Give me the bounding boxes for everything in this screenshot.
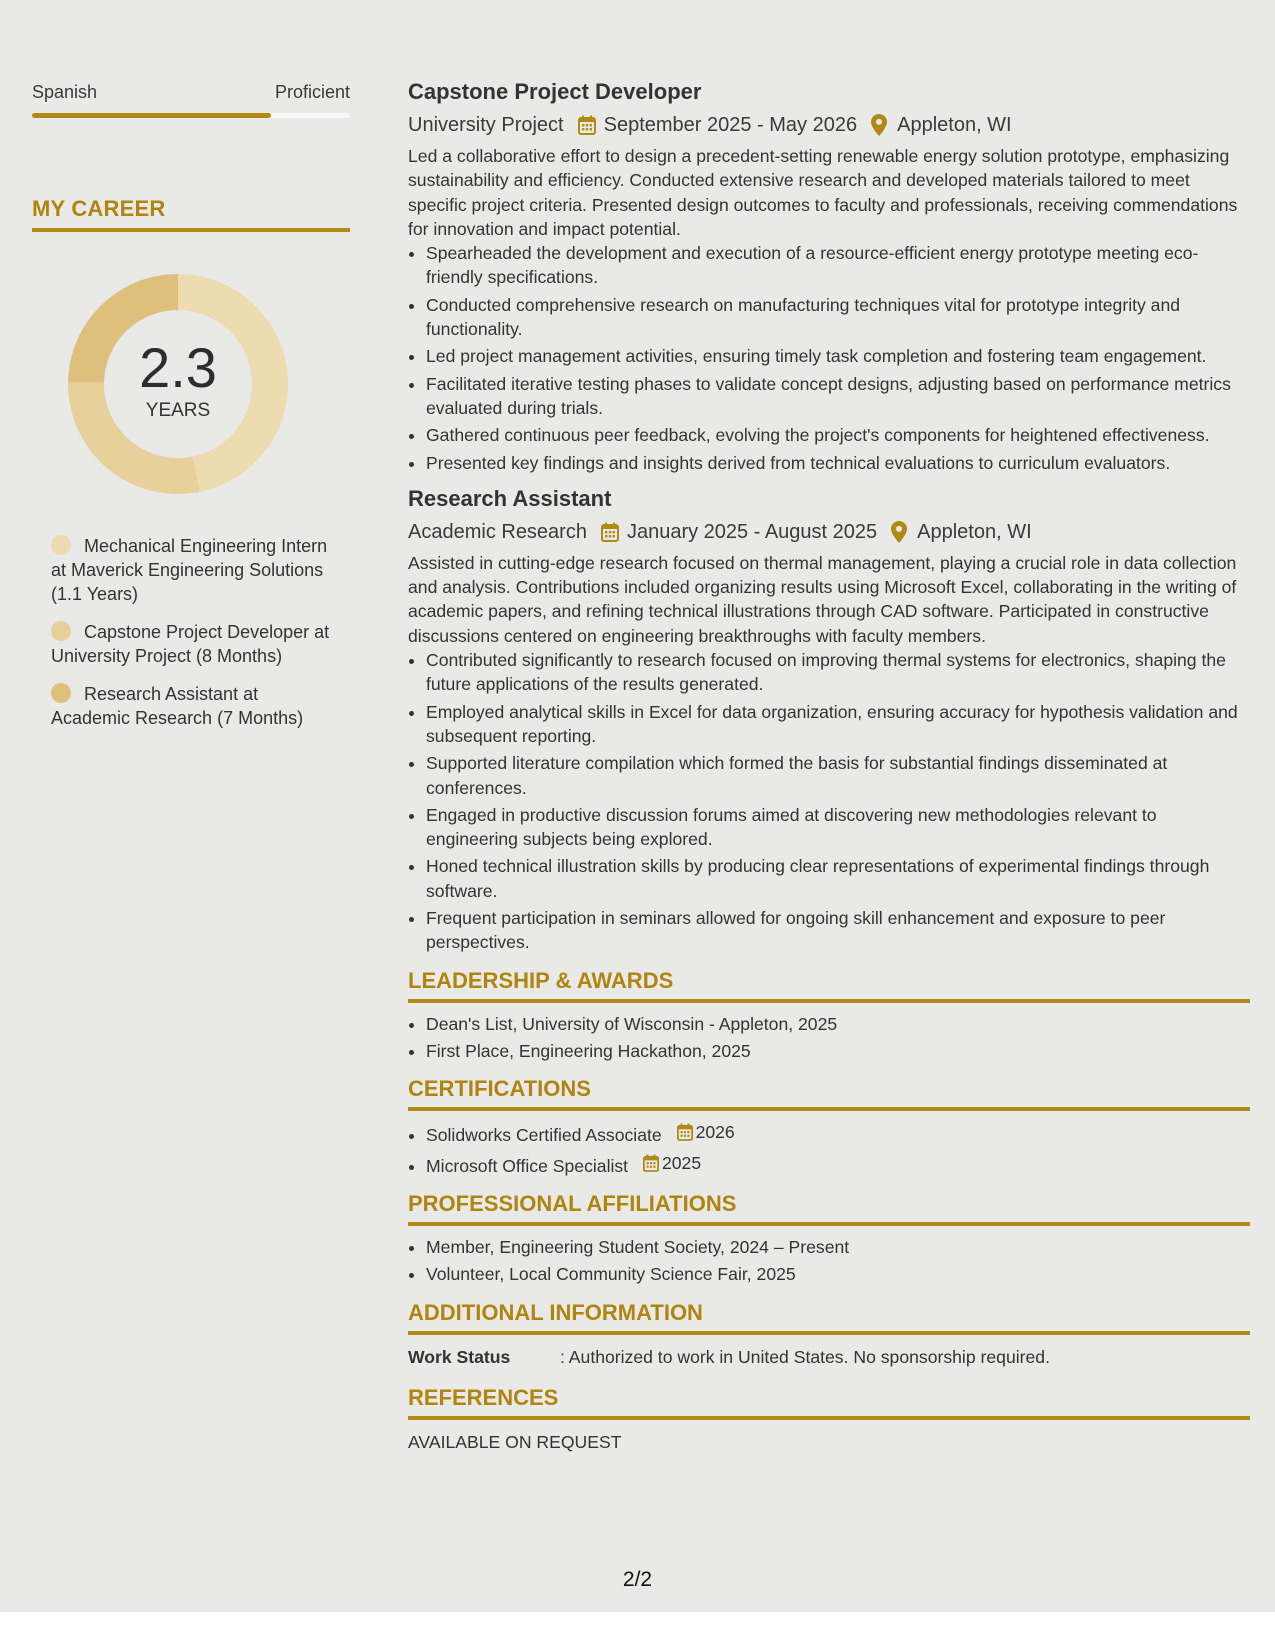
job-bullet: • Contributed significantly to research focused on improving thermal systems for electronics, shaping the future applications of the results generated. bbox=[426, 648, 1250, 697]
language-level: Proficient bbox=[274, 82, 350, 102]
references-text: AVAILABLE ON REQUEST bbox=[408, 1431, 622, 1452]
job-organization: University Project bbox=[408, 114, 564, 136]
legend-label: Capstone Project Developer at University Project (8 Months) bbox=[51, 622, 330, 666]
affiliation-item: • Volunteer, Local Community Science Fair, 2025 bbox=[426, 1262, 1250, 1286]
right-column bbox=[408, 78, 1250, 1455]
certification-name: Solidworks Certified Associate bbox=[426, 1125, 662, 1146]
certifications-list bbox=[408, 1120, 1250, 1178]
experience-entry bbox=[408, 78, 1250, 475]
certifications-heading: CERTIFICATIONS bbox=[408, 1075, 1250, 1111]
award-item: • Dean's List, University of Wisconsin - Appleton, 2025 bbox=[426, 1012, 1250, 1036]
language-name: Spanish bbox=[32, 82, 98, 102]
job-bullet: • Frequent participation in seminars allowed for ongoing skill enhancement and exposure to peer perspectives. bbox=[426, 906, 1250, 955]
calendar-icon bbox=[578, 115, 596, 135]
affiliations-heading: PROFESSIONAL AFFILIATIONS bbox=[408, 1190, 1250, 1226]
certification-item bbox=[426, 1151, 1250, 1178]
job-bullets bbox=[408, 648, 1250, 955]
career-heading: MY CAREER bbox=[32, 196, 350, 232]
job-bullet: • Facilitated iterative testing phases to validate concept designs, adjusting based on performance metrics evaluated during trials. bbox=[426, 372, 1250, 421]
certification-year: 2025 bbox=[661, 1152, 702, 1173]
job-bullet: • Led project management activities, ensuring timely task completion and fostering team engagement. bbox=[426, 344, 1250, 368]
certification-year: 2026 bbox=[695, 1122, 735, 1143]
certification-item bbox=[426, 1120, 1250, 1147]
calendar-icon bbox=[601, 522, 619, 542]
certification-date bbox=[643, 1151, 701, 1175]
work-status-row bbox=[408, 1344, 1250, 1370]
certification-name: Microsoft Office Specialist bbox=[426, 1155, 629, 1176]
legend-item bbox=[51, 534, 341, 606]
job-bullet: • Supported literature compilation which formed the basis for substantial findings disseminated at conferences. bbox=[426, 751, 1250, 800]
job-title: Capstone Project Developer bbox=[408, 79, 702, 104]
job-location: Appleton, WI bbox=[897, 114, 1012, 136]
legend-dot bbox=[51, 621, 71, 641]
career-total-unit: YEARS bbox=[145, 400, 211, 421]
awards-list bbox=[408, 1012, 1250, 1064]
job-bullets bbox=[408, 241, 1250, 475]
job-bullet: • Honed technical illustration skills by producing clear representations of experimental findings through software. bbox=[426, 854, 1250, 903]
job-bullet: • Gathered continuous peer feedback, evolving the project's components for heightened effectiveness. bbox=[426, 423, 1250, 447]
legend-item bbox=[51, 682, 341, 730]
experience-entry bbox=[408, 485, 1250, 955]
job-dates: January 2025 - August 2025 bbox=[626, 520, 878, 543]
job-description: Assisted in cutting-edge research focused on thermal management, playing a crucial role in data collection and analysis. Contributions included organizing results using Microsoft Excel, collaborating in the writing of academic papers, and refining technical illustrations through CAD software. Participated in constructive discussions centered on engineering breakthroughs with faculty members. bbox=[408, 552, 1237, 646]
additional-info-heading: ADDITIONAL INFORMATION bbox=[408, 1299, 1250, 1335]
affiliations-list bbox=[408, 1235, 1250, 1287]
map-pin-icon bbox=[891, 521, 907, 543]
work-status-label: Work Status bbox=[408, 1346, 511, 1367]
awards-heading: LEADERSHIP & AWARDS bbox=[408, 967, 1250, 1003]
job-bullet: • Presented key findings and insights derived from technical evaluations to curriculum evaluators. bbox=[426, 451, 1250, 475]
job-title: Research Assistant bbox=[408, 485, 612, 511]
legend-label: Mechanical Engineering Intern at Maverick Engineering Solutions (1.1 Years) bbox=[51, 536, 328, 604]
language-level-bar bbox=[32, 113, 350, 118]
job-meta bbox=[408, 517, 1250, 547]
job-bullet: • Employed analytical skills in Excel for data organization, ensuring accuracy for hypothesis validation and subsequent reporting. bbox=[426, 700, 1250, 749]
job-meta bbox=[408, 110, 1250, 140]
work-status-value: : Authorized to work in United States. No sponsorship required. bbox=[560, 1346, 1050, 1367]
affiliation-item: • Member, Engineering Student Society, 2024 – Present bbox=[426, 1235, 1250, 1259]
award-item: • First Place, Engineering Hackathon, 2025 bbox=[426, 1039, 1250, 1063]
legend-dot bbox=[51, 535, 71, 555]
map-pin-icon bbox=[871, 114, 887, 136]
page-number: 2/2 bbox=[622, 1568, 653, 1591]
language-level-fill bbox=[32, 113, 271, 118]
legend-item bbox=[51, 620, 341, 668]
calendar-icon bbox=[643, 1154, 662, 1172]
language-row bbox=[32, 82, 350, 103]
job-bullet: • Engaged in productive discussion forums aimed at discovering new methodologies relevant to engineering subjects being explored. bbox=[426, 803, 1250, 852]
career-total-value: 2.3 bbox=[139, 336, 217, 399]
job-dates: September 2025 - May 2026 bbox=[603, 114, 858, 136]
certification-date bbox=[677, 1120, 735, 1144]
career-legend bbox=[51, 534, 341, 744]
calendar-icon bbox=[677, 1123, 696, 1141]
job-bullet: • Spearheaded the development and execution of a resource-efficient energy prototype meeting eco-friendly specifications. bbox=[426, 241, 1250, 290]
donut-center bbox=[66, 272, 290, 496]
job-organization: Academic Research bbox=[408, 520, 587, 543]
career-donut-chart bbox=[66, 272, 290, 496]
job-location: Appleton, WI bbox=[917, 520, 1032, 543]
job-description: Led a collaborative effort to design a precedent-setting renewable energy solution prototype, emphasizing sustainability and efficiency. Conducted extensive research and developed materials tailored to meet specific project criteria. Presented design outcomes to faculty and professionals, receiving commendations for innovation and impact potential. bbox=[408, 146, 1238, 239]
legend-dot bbox=[51, 683, 71, 703]
references-heading: REFERENCES bbox=[408, 1384, 1250, 1420]
legend-label: Research Assistant at Academic Research (7 Months) bbox=[51, 684, 304, 728]
job-bullet: • Conducted comprehensive research on manufacturing techniques vital for prototype integrity and functionality. bbox=[426, 293, 1250, 342]
